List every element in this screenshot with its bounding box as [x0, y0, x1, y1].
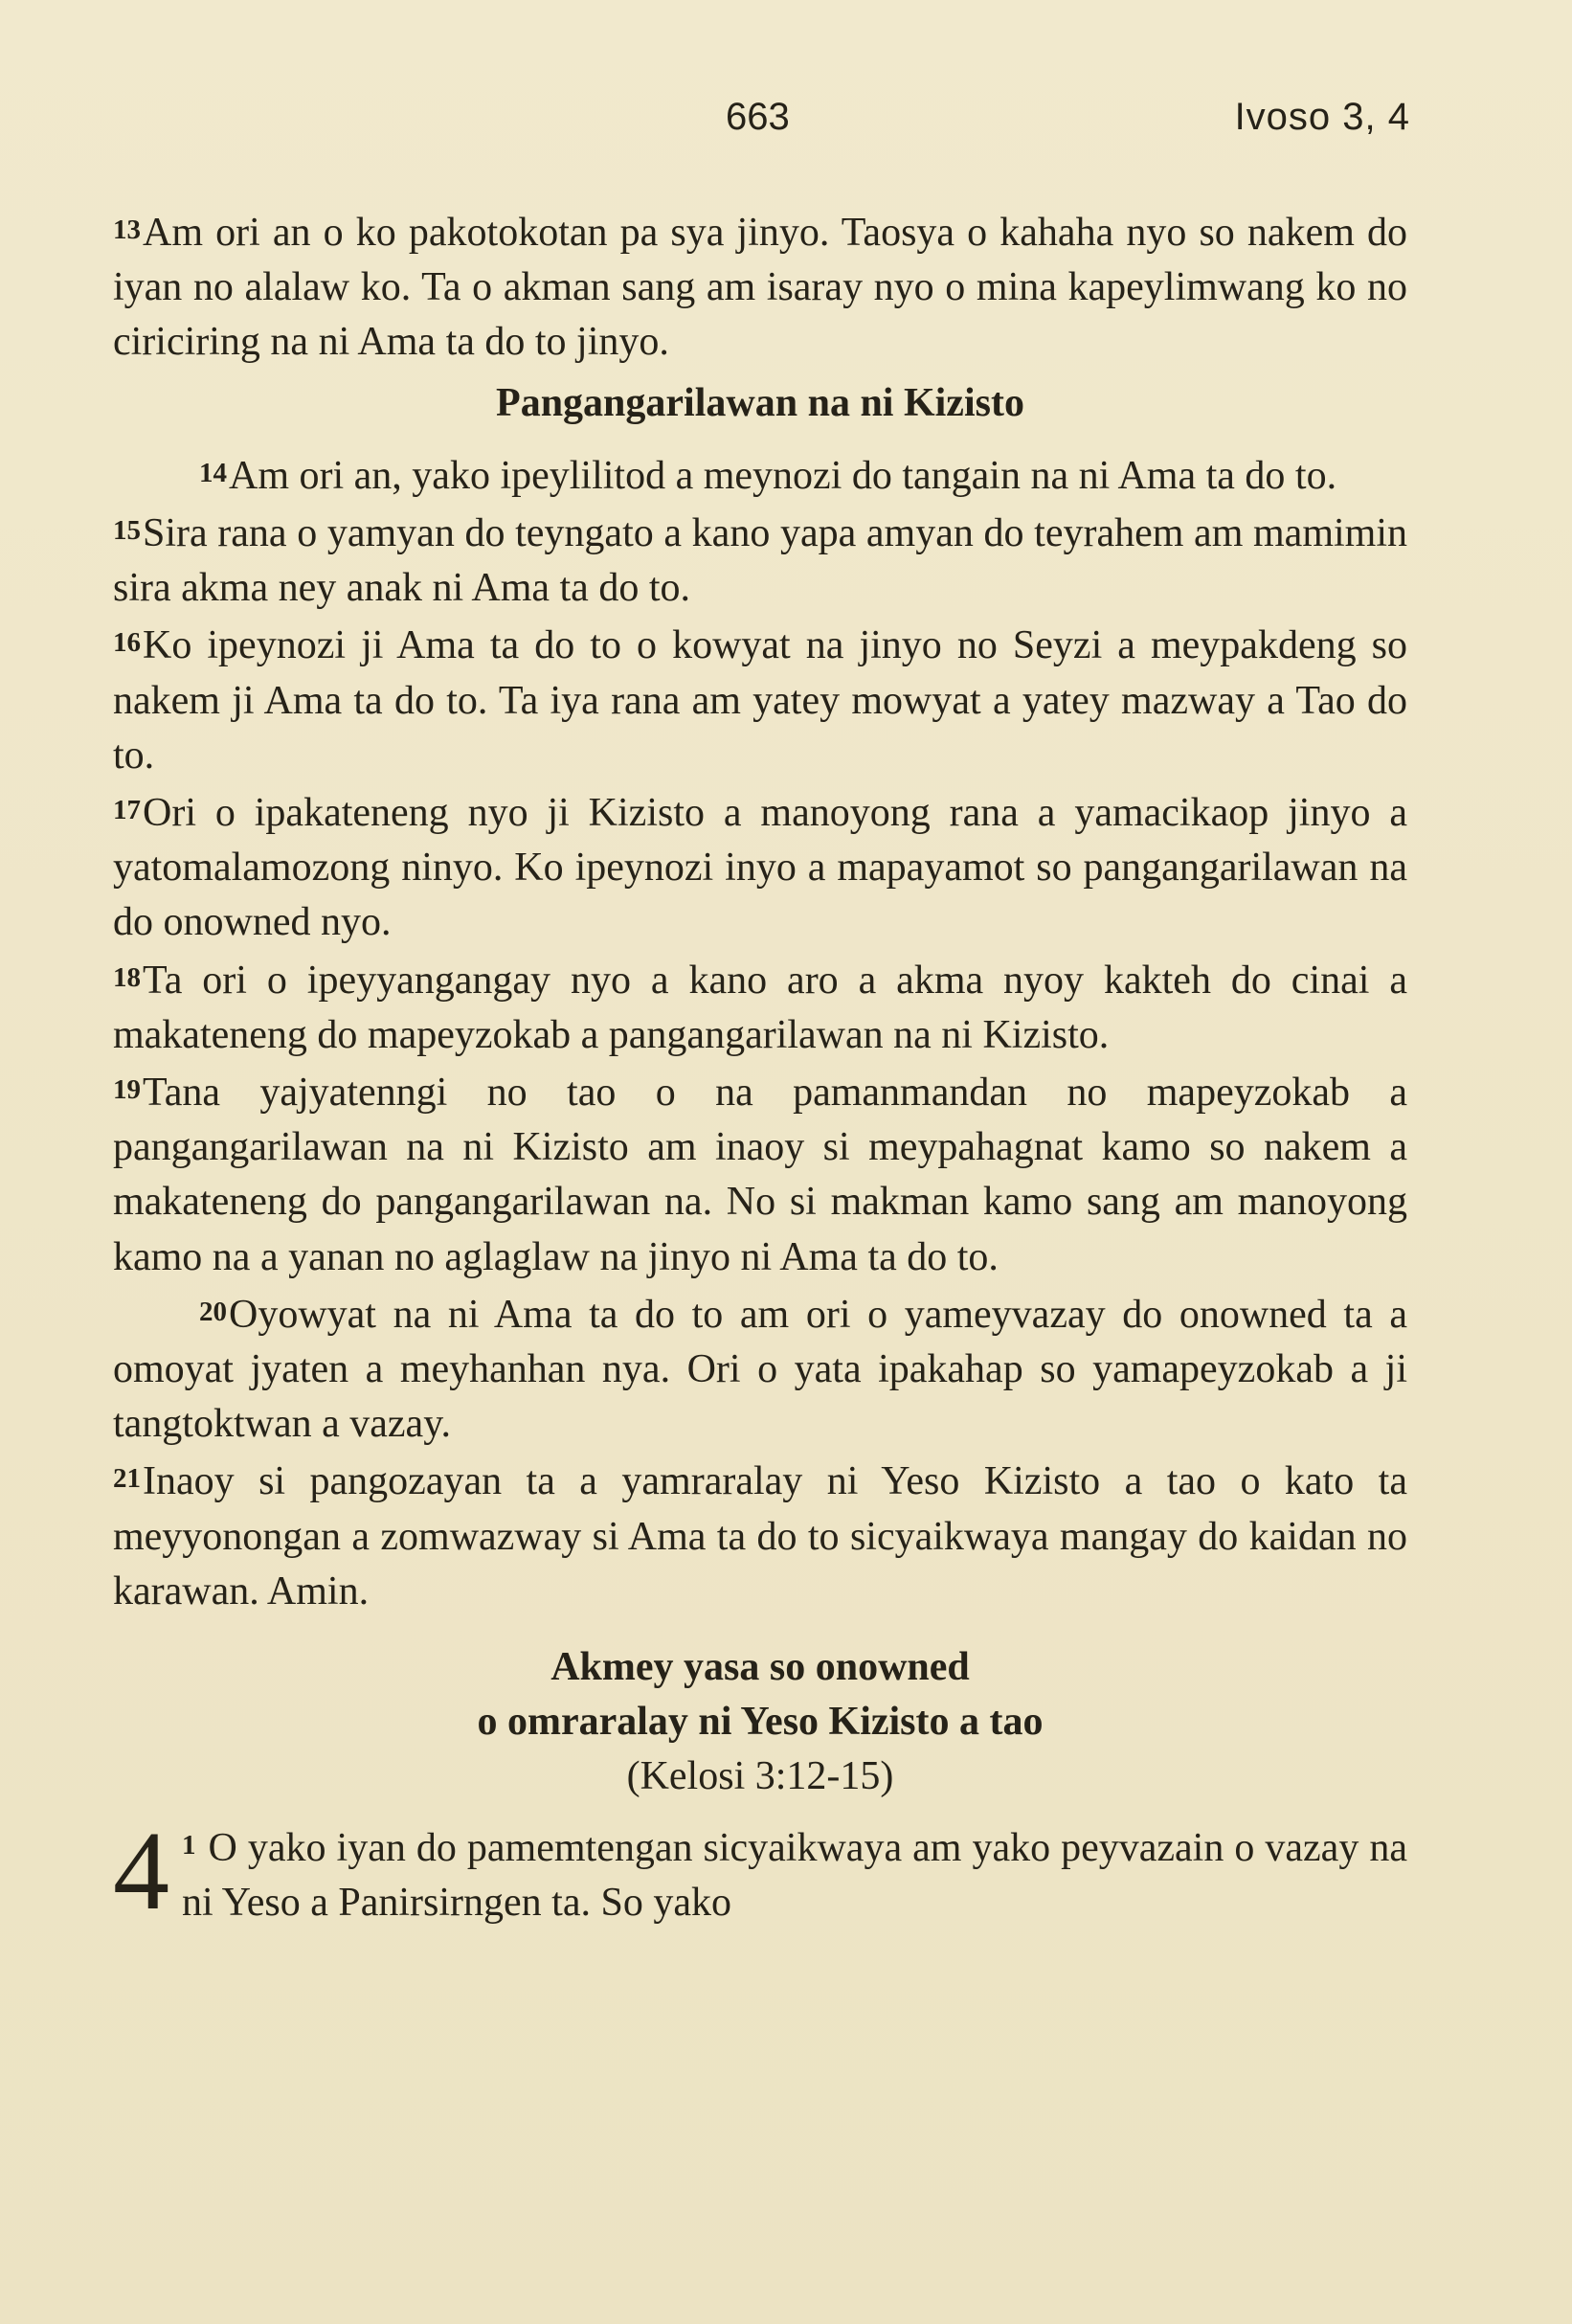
verse-17 [113, 783, 1407, 951]
section-heading-line-1: Akmey yasa so onowned [550, 1645, 970, 1690]
section-heading: Pangangarilawan na ni Kizisto [496, 380, 1024, 425]
verse-15 [113, 504, 1407, 616]
verse-text: Oyowyat na ni Ama ta do to am ori o yameyvazay do onowned ta a omoyat jyaten a meyhanhan nya. Ori o yata ipakahap so yamapeyzokab a ji tangtoktwan a vazay. [113, 1292, 1407, 1447]
running-head: Ivoso 3, 4 [1234, 96, 1410, 138]
chapter-4-start [113, 1807, 1407, 1933]
verse-number: 19 [113, 1074, 141, 1106]
verse-text: Am ori an o ko pakotokotan pa sya jinyo. Taosya o kahaha nyo so nakem do iyan no alalaw ko. Ta o akman sang am isaray nyo o mina kapeylimwang ko no ciriciring na ni Ama ta do to jinyo. [113, 211, 1407, 365]
verse-text: Tana yajyatenngi no tao o na pamanmandan no mapeyzokab a pangangarilawan na ni Kizisto am inaoy si meypahagnat kamo so nakem a makateneng do pangangarilawan na. No si makman kamo sang am manoyong kamo na a yanan no aglaglaw na jinyo ni Ama ta do to. [113, 1071, 1407, 1279]
verse-text: Ta ori o ipeyyangangay nyo a kano aro a akma nyoy kakteh do cinai a makateneng do mapeyzokab a pangangarilawan na ni Kizisto. [113, 958, 1407, 1057]
verse-13 [113, 203, 1407, 371]
verse-number: 21 [113, 1463, 141, 1495]
verse-18 [113, 951, 1407, 1063]
verse-20 [113, 1285, 1407, 1453]
verse-number: 16 [113, 627, 141, 659]
verse-text: O yako iyan do pamemtengan sicyaikwaya am yako peyvazain o vazay na ni Yeso a Panirsirngen ta. So yako [182, 1825, 1407, 1925]
verse-number: 14 [199, 457, 227, 488]
verse-4-1 [182, 1818, 1407, 1930]
verse-number: 13 [113, 214, 141, 245]
page-content [113, 203, 1407, 1933]
verse-text: Ko ipeynozi ji Ama ta do to o kowyat na jinyo no Seyzi a meypakdeng so nakem ji Ama ta do to. Ta iya rana am yatey mowyat a yatey mazway a Tao do to. [113, 623, 1407, 778]
verse-text: Sira rana o yamyan do teyngato a kano yapa amyan do teyrahem am mamimin sira akma ney anak ni Ama ta do to. [113, 511, 1407, 611]
verse-21 [113, 1452, 1407, 1619]
section-heading-line-2: o omraralay ni Yeso Kizisto a tao [477, 1700, 1044, 1745]
page-number: 663 [726, 96, 790, 138]
cross-reference: (Kelosi 3:12-15) [626, 1754, 894, 1799]
verse-text: Am ori an, yako ipeylilitod a meynozi do tangain na ni Ama ta do to. [229, 453, 1337, 498]
verse-16 [113, 616, 1407, 783]
verse-number: 18 [113, 961, 141, 993]
verse-number: 20 [199, 1296, 227, 1327]
verse-19 [113, 1063, 1407, 1285]
chapter-number: 4 [113, 1807, 169, 1933]
verse-number: 1 [182, 1829, 196, 1861]
verse-text: Inaoy si pangozayan ta a yamraralay ni Yeso Kizisto a tao o kato ta meyyonongan a zomwazway si Ama ta do to sicyaikwaya mangay do kaidan no karawan. Amin. [113, 1459, 1407, 1613]
verse-text: Ori o ipakateneng nyo ji Kizisto a manoyong rana a yamacikaop jinyo a yatomalamozong ninyo. Ko ipeynozi inyo a mapayamot so pangangarilawan na do onowned nyo. [113, 791, 1407, 945]
verse-number: 17 [113, 795, 141, 826]
verse-14 [113, 446, 1407, 504]
page-header [113, 96, 1410, 153]
verse-number: 15 [113, 515, 141, 547]
